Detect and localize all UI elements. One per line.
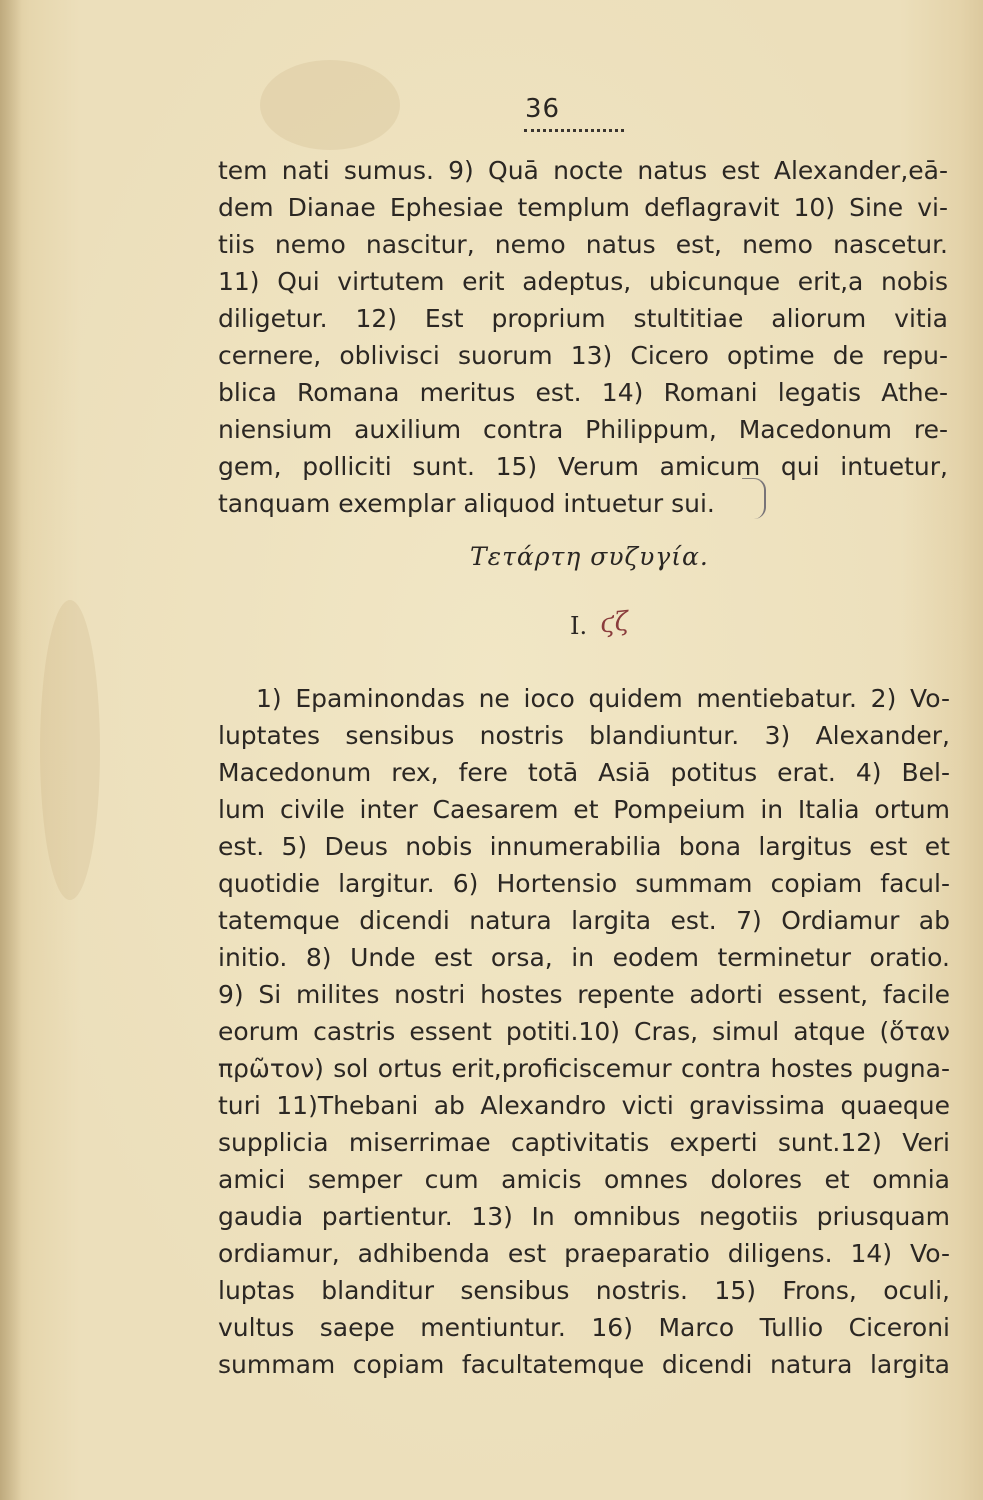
- text-line: luptates sensibus nostris blandiuntur. 3) Alexander,: [218, 721, 950, 750]
- text-line: 1) Epaminondas ne ioco quidem mentiebatur. 2) Vo-: [256, 684, 950, 713]
- section-title: Τετάρτη συζυγία.: [470, 542, 709, 571]
- text-line: supplicia miserrimae captivitatis experti sunt.12) Veri: [218, 1128, 950, 1157]
- text-line: vultus saepe mentiuntur. 16) Marco Tullio Ciceroni: [218, 1313, 950, 1342]
- text-line: Macedonum rex, fere totā Asiā potitus erat. 4) Bel-: [218, 758, 950, 787]
- text-line: summam copiam facultatemque dicendi natura largita: [218, 1350, 950, 1379]
- text-line: tiis nemo nascitur, nemo natus est, nemo nascetur.: [218, 230, 948, 259]
- text-line: ordiamur, adhibenda est praeparatio diligens. 14) Vo-: [218, 1239, 950, 1268]
- text-line: 9) Si milites nostri hostes repente adorti essent, facile: [218, 980, 950, 1009]
- text-line: πρῶτον) sol ortus erit,proficiscemur contra hostes pugna-: [218, 1054, 950, 1083]
- text-line: tatemque dicendi natura largita est. 7) Ordiamur ab: [218, 906, 950, 935]
- text-line: 11) Qui virtutem erit adeptus, ubicunque erit,a nobis: [218, 267, 948, 296]
- text-line: quotidie largitur. 6) Hortensio summam copiam facul-: [218, 869, 950, 898]
- text-line: initio. 8) Unde est orsa, in eodem terminetur oratio.: [218, 943, 950, 972]
- page-binding-shadow: [0, 0, 22, 1500]
- text-line: amici semper cum amicis omnes dolores et omnia: [218, 1165, 950, 1194]
- paragraph-continuation: [218, 152, 948, 522]
- text-line: gem, polliciti sunt. 15) Verum amicum qui intuetur,: [218, 452, 948, 481]
- handwritten-note: ϛζ: [598, 606, 631, 640]
- text-line: blica Romana meritus est. 14) Romani legatis Athe-: [218, 378, 948, 407]
- text-line: gaudia partientur. 13) In omnibus negotiis priusquam: [218, 1202, 950, 1231]
- text-line: turi 11)Thebani ab Alexandro victi gravissima quaeque: [218, 1091, 950, 1120]
- text-line: cernere, oblivisci suorum 13) Cicero optime de repu-: [218, 341, 948, 370]
- paper-stain: [260, 60, 400, 150]
- text-line: tanquam exemplar aliquod intuetur sui.: [218, 489, 715, 518]
- paper-stain: [40, 600, 100, 900]
- page-number-underline: [524, 129, 624, 132]
- page-number: 36: [525, 94, 561, 124]
- subsection-numeral: I.: [570, 612, 588, 640]
- text-line: tem nati sumus. 9) Quā nocte natus est Alexander,eā-: [218, 156, 948, 185]
- pencil-bracket-mark: [742, 478, 766, 519]
- text-line: niensium auxilium contra Philippum, Macedonum re-: [218, 415, 948, 444]
- text-line: est. 5) Deus nobis innumerabilia bona largitus est et: [218, 832, 950, 861]
- exercise-paragraph: [218, 680, 950, 1383]
- text-line: dem Dianae Ephesiae templum deflagravit 10) Sine vi-: [218, 193, 948, 222]
- text-line: diligetur. 12) Est proprium stultitiae aliorum vitia: [218, 304, 948, 333]
- text-line: eorum castris essent potiti.10) Cras, simul atque (ὅταν: [218, 1017, 950, 1046]
- text-line: lum civile inter Caesarem et Pompeium in Italia ortum: [218, 795, 950, 824]
- text-line: luptas blanditur sensibus nostris. 15) Frons, oculi,: [218, 1276, 950, 1305]
